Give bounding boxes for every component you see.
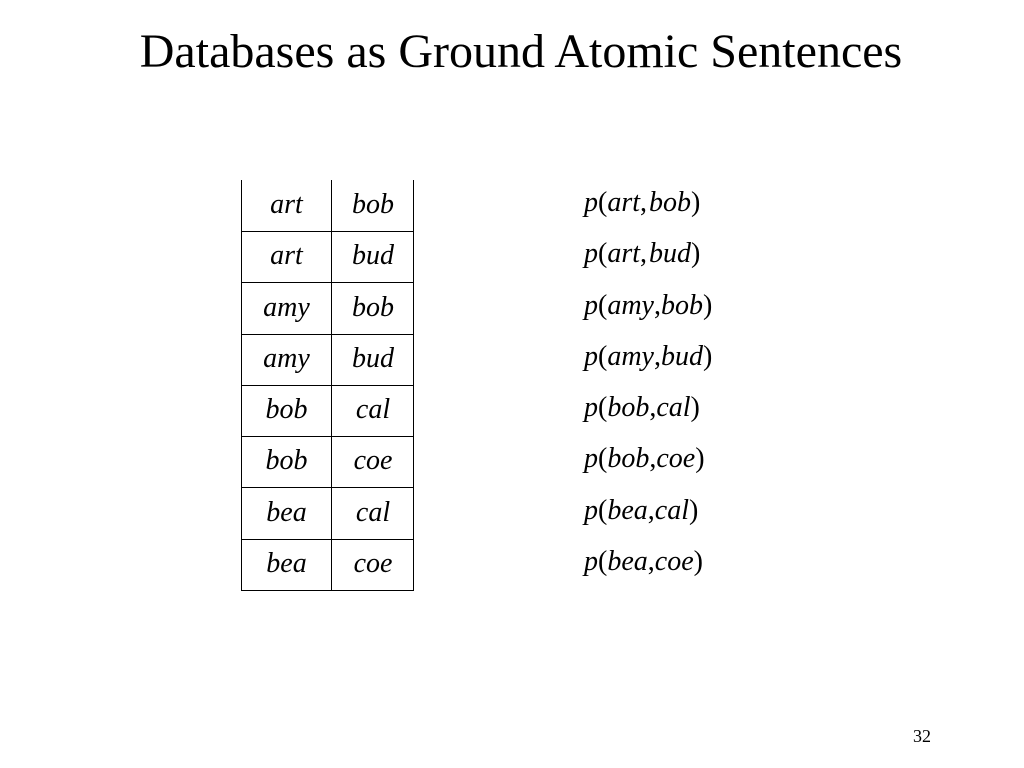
table-cell-first: bob [241,385,331,436]
atomic-sentence [584,283,712,334]
table-row [241,385,414,436]
table-row [241,488,414,539]
table-cell-first: amy [241,283,331,334]
table-cell-first: bea [241,488,331,539]
table-cell-second: coe [331,436,414,487]
first-argument: amy [607,289,654,321]
table-cell-second: coe [331,539,414,590]
predicate-symbol: p [584,494,598,526]
second-argument: cal [654,494,689,526]
comma: , [653,340,661,372]
table-row [241,231,414,282]
table-cell-first: bob [241,436,331,487]
first-argument: art [607,238,641,270]
table-cell-first: amy [241,334,331,385]
table-row [241,283,414,334]
comma: , [649,443,657,475]
atomic-sentence [584,488,712,539]
predicate-symbol: p [584,289,598,321]
open-paren: ( [598,494,608,526]
first-argument: bea [607,494,648,526]
comma: , [640,238,648,270]
slide-title: Databases as Ground Atomic Sentences [139,25,903,78]
atomic-sentence [584,231,712,282]
table-row [241,539,414,590]
first-argument: bea [607,546,648,578]
second-argument: cal [656,392,691,424]
close-paren: ) [693,546,703,578]
table-cell-second: bud [331,231,414,282]
table-cell-second: bob [331,283,414,334]
predicate-symbol: p [584,238,598,270]
comma: , [653,289,661,321]
open-paren: ( [598,238,608,270]
atomic-sentence [584,180,712,231]
close-paren: ) [695,443,705,475]
second-argument: bob [649,187,692,218]
table-row [241,180,414,231]
page-number: 32 [913,726,931,746]
close-paren: ) [688,494,699,526]
close-paren: ) [691,187,701,218]
comma: , [640,187,648,218]
table-cell-second: bob [331,180,414,231]
close-paren: ) [702,340,713,372]
first-argument: amy [607,340,654,372]
open-paren: ( [598,546,608,578]
open-paren: ( [598,289,608,321]
first-argument: bob [607,392,650,424]
second-argument: bud [660,340,703,372]
second-argument: bud [649,238,692,270]
open-paren: ( [598,443,608,475]
atomic-sentence [584,539,712,590]
second-argument: coe [656,443,696,475]
table-cell-first: art [241,180,331,231]
predicate-symbol: p [584,392,598,424]
predicate-symbol: p [584,443,598,475]
first-argument: art [607,187,641,218]
table-cell-second: cal [331,488,414,539]
comma: , [649,392,657,424]
close-paren: ) [691,238,701,270]
comma: , [647,546,655,578]
table-row [241,436,414,487]
atomic-sentence [584,436,712,487]
table-row [241,334,414,385]
table-cell-second: bud [331,334,414,385]
comma: , [647,494,655,526]
open-paren: ( [598,392,608,424]
relation-table [241,180,414,590]
table-cell-first: bea [241,539,331,590]
atomic-sentence [584,385,712,436]
predicate-symbol: p [584,546,598,578]
second-argument: coe [654,546,694,578]
predicate-symbol: p [584,340,598,372]
table-cell-first: art [241,231,331,282]
first-argument: bob [607,443,650,475]
table-cell-second: cal [331,385,414,436]
atomic-sentence-list [584,180,712,590]
close-paren: ) [690,392,700,424]
close-paren: ) [702,289,713,321]
second-argument: bob [660,289,703,321]
atomic-sentence [584,334,712,385]
predicate-symbol: p [584,187,598,218]
open-paren: ( [598,340,608,372]
open-paren: ( [598,187,608,218]
